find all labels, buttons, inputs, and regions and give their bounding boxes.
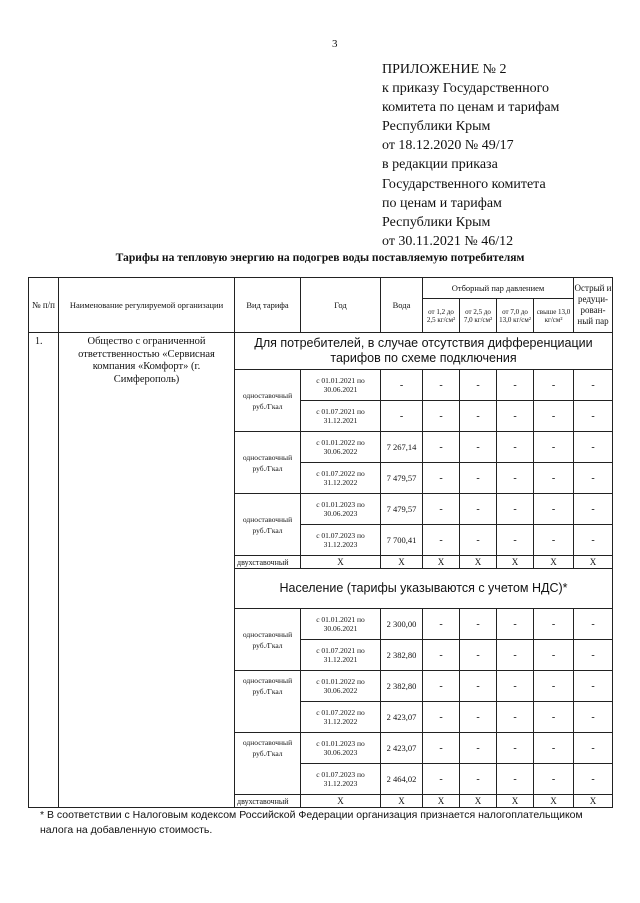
water-value: 2 300,00 (381, 609, 423, 640)
header-pressure-2: от 2,5 до 7,0 кг/см² (460, 299, 497, 333)
p4-value: - (534, 432, 574, 463)
sharp-value: - (574, 609, 613, 640)
tariff-type: одноставочный руб./Гкал (235, 370, 301, 432)
water-value: - (381, 401, 423, 432)
p1-value: - (423, 640, 460, 671)
p1-value: - (423, 702, 460, 733)
p1-value: - (423, 764, 460, 795)
p2-value: - (460, 525, 497, 556)
header-pressure-3: от 7,0 до 13,0 кг/см² (497, 299, 534, 333)
p3-value: - (497, 401, 534, 432)
water-value: 2 423,07 (381, 733, 423, 764)
p2-value: X (460, 556, 497, 569)
p3-value: - (497, 494, 534, 525)
p3-value: - (497, 671, 534, 702)
p2-value: - (460, 640, 497, 671)
p4-value: - (534, 525, 574, 556)
period: с 01.01.2023 по 30.06.2023 (301, 494, 381, 525)
period: X (301, 795, 381, 808)
p1-value: - (423, 671, 460, 702)
tariff-type: одноставочный руб./Гкал (235, 733, 301, 795)
water-value: X (381, 795, 423, 808)
header-num: № п/п (29, 278, 59, 333)
sharp-value: - (574, 702, 613, 733)
p4-value: X (534, 556, 574, 569)
p4-value: - (534, 370, 574, 401)
p4-value: - (534, 640, 574, 671)
header-tariff-type: Вид тарифа (235, 278, 301, 333)
sharp-value: - (574, 525, 613, 556)
sharp-value: - (574, 463, 613, 494)
water-value: 7 700,41 (381, 525, 423, 556)
tariff-type: одноставочный руб./Гкал (235, 494, 301, 556)
p1-value: - (423, 733, 460, 764)
water-value: 2 464,02 (381, 764, 423, 795)
period: с 01.07.2022 по 31.12.2022 (301, 463, 381, 494)
appendix-header (382, 60, 559, 251)
p2-value: - (460, 764, 497, 795)
header-sharp-steam: Острый и редуци-рован-ный пар (574, 278, 613, 333)
water-value: 2 382,80 (381, 671, 423, 702)
footnote: * В соответствии с Налоговым кодексом Российской Федерации организация признается налогоплательщиком налога на добавленную стоимость. (40, 809, 583, 836)
header-pressure-4: свыше 13,0 кг/см² (534, 299, 574, 333)
water-value: 2 423,07 (381, 702, 423, 733)
page-number: 3 (332, 38, 338, 50)
sharp-value: - (574, 370, 613, 401)
sharp-value: X (574, 556, 613, 569)
p3-value: - (497, 764, 534, 795)
p4-value: - (534, 702, 574, 733)
p1-value: - (423, 525, 460, 556)
period: с 01.01.2021 по 30.06.2021 (301, 370, 381, 401)
period: с 01.07.2021 по 31.12.2021 (301, 401, 381, 432)
period: с 01.01.2022 по 30.06.2022 (301, 671, 381, 702)
header-pressure-1: от 1,2 до 2,5 кг/см² (423, 299, 460, 333)
p2-value: X (460, 795, 497, 808)
appendix-line: от 30.11.2021 № 46/12 (382, 233, 514, 249)
document-title: Тарифы на тепловую энергию на подогрев воды поставляемую потребителям (115, 251, 525, 264)
period: с 01.07.2022 по 31.12.2022 (301, 702, 381, 733)
p2-value: - (460, 702, 497, 733)
row-number: 1. (29, 333, 59, 808)
p3-value: - (497, 432, 534, 463)
p3-value: - (497, 702, 534, 733)
period: с 01.07.2023 по 31.12.2023 (301, 764, 381, 795)
water-value: - (381, 370, 423, 401)
tariff-type: двухставочный (235, 795, 301, 808)
period: с 01.01.2021 по 30.06.2021 (301, 609, 381, 640)
p2-value: - (460, 370, 497, 401)
sharp-value: - (574, 401, 613, 432)
appendix-line: в редакции приказа (382, 157, 498, 173)
water-value: 7 479,57 (381, 494, 423, 525)
p3-value: - (497, 370, 534, 401)
organization-name: Общество с ограниченной ответственностью «Сервисная компания «Комфорт» (г. Симферополь) (59, 333, 235, 808)
appendix-line: Республики Крым (382, 119, 491, 135)
appendix-line: Государственного комитета (382, 176, 546, 192)
p2-value: - (460, 494, 497, 525)
appendix-line: ПРИЛОЖЕНИЕ № 2 (382, 62, 507, 77)
header-steam: Отборный пар давлением (423, 278, 574, 299)
appendix-line: к приказу Государственного (382, 81, 549, 97)
p2-value: - (460, 733, 497, 764)
p3-value: X (497, 556, 534, 569)
water-value: 2 382,80 (381, 640, 423, 671)
period: X (301, 556, 381, 569)
p1-value: X (423, 556, 460, 569)
water-value: X (381, 556, 423, 569)
appendix-line: комитета по ценам и тарифам (382, 100, 560, 116)
p4-value: - (534, 401, 574, 432)
header-org: Наименование регулируемой организации (59, 278, 235, 333)
p2-value: - (460, 609, 497, 640)
water-value: 7 267,14 (381, 432, 423, 463)
tariff-type: одноставочный руб./Гкал (235, 671, 301, 733)
p3-value: - (497, 640, 534, 671)
tariff-table (28, 277, 613, 808)
sharp-value: - (574, 432, 613, 463)
sharp-value: - (574, 764, 613, 795)
tariff-type: одноставочный руб./Гкал (235, 432, 301, 494)
p1-value: - (423, 401, 460, 432)
sharp-value: - (574, 640, 613, 671)
header-water: Вода (381, 278, 423, 333)
appendix-line: от 18.12.2020 № 49/17 (382, 138, 514, 154)
p1-value: - (423, 370, 460, 401)
header-year: Год (301, 278, 381, 333)
p1-value: - (423, 609, 460, 640)
water-value: 7 479,57 (381, 463, 423, 494)
p1-value: - (423, 494, 460, 525)
p4-value: - (534, 733, 574, 764)
p3-value: - (497, 463, 534, 494)
p3-value: - (497, 609, 534, 640)
tariff-type: одноставочный руб./Гкал (235, 609, 301, 671)
appendix-line: Республики Крым (382, 214, 491, 230)
sharp-value: - (574, 494, 613, 525)
p4-value: - (534, 494, 574, 525)
p2-value: - (460, 463, 497, 494)
p4-value: - (534, 671, 574, 702)
p1-value: - (423, 463, 460, 494)
period: с 01.01.2022 по 30.06.2022 (301, 432, 381, 463)
tariff-type: двухставочный (235, 556, 301, 569)
period: с 01.01.2023 по 30.06.2023 (301, 733, 381, 764)
p4-value: X (534, 795, 574, 808)
p3-value: X (497, 795, 534, 808)
p3-value: - (497, 525, 534, 556)
period: с 01.07.2021 по 31.12.2021 (301, 640, 381, 671)
p2-value: - (460, 432, 497, 463)
p4-value: - (534, 609, 574, 640)
p2-value: - (460, 671, 497, 702)
sharp-value: - (574, 671, 613, 702)
p2-value: - (460, 401, 497, 432)
appendix-line: по ценам и тарифам (382, 195, 502, 211)
section-title: Население (тарифы указываются с учетом НДС)* (235, 569, 613, 609)
p1-value: - (423, 432, 460, 463)
p4-value: - (534, 764, 574, 795)
p4-value: - (534, 463, 574, 494)
p3-value: - (497, 733, 534, 764)
sharp-value: - (574, 733, 613, 764)
p1-value: X (423, 795, 460, 808)
period: с 01.07.2023 по 31.12.2023 (301, 525, 381, 556)
sharp-value: X (574, 795, 613, 808)
section-title: Для потребителей, в случае отсутствия дифференциации тарифов по схеме подключения (235, 333, 613, 370)
